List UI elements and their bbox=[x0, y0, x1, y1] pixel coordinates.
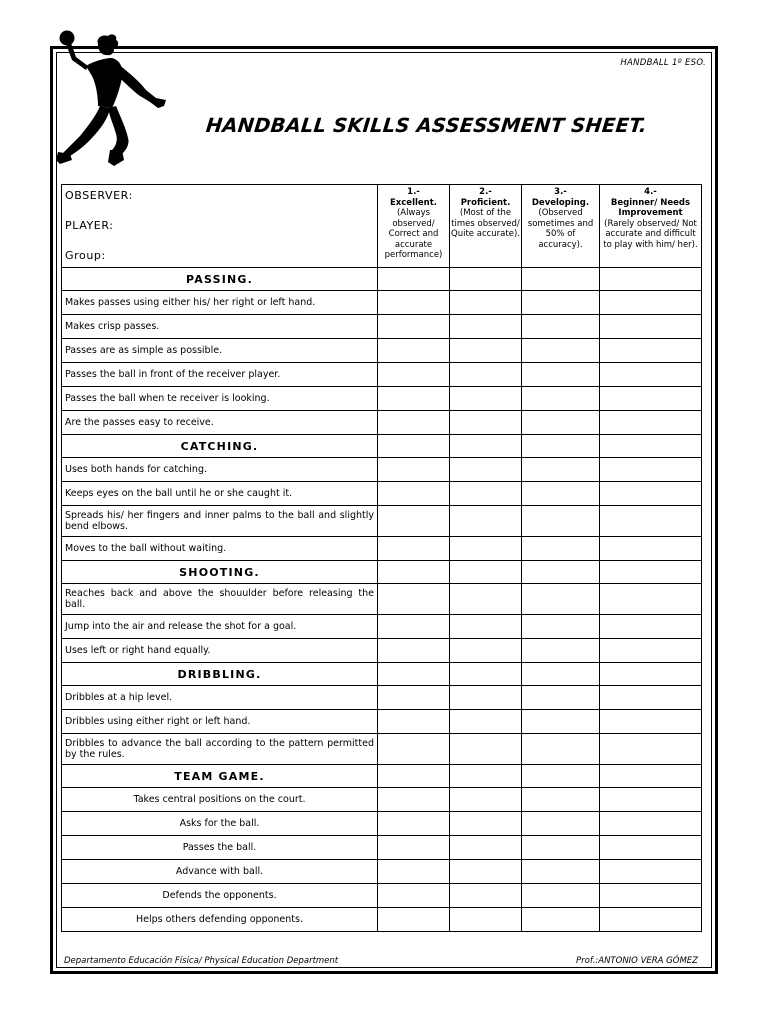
table-row bbox=[62, 411, 702, 435]
score-cell[interactable] bbox=[378, 268, 450, 291]
score-cell[interactable] bbox=[450, 458, 522, 482]
score-cell[interactable] bbox=[600, 435, 702, 458]
table-row bbox=[62, 339, 702, 363]
assessment-table bbox=[61, 184, 702, 932]
column-number: 4.- bbox=[644, 187, 657, 197]
score-cell[interactable] bbox=[522, 506, 600, 537]
score-cell[interactable] bbox=[522, 686, 600, 710]
score-cell[interactable] bbox=[378, 387, 450, 411]
score-cell[interactable] bbox=[522, 268, 600, 291]
score-cell[interactable] bbox=[450, 268, 522, 291]
section-row-passing bbox=[62, 268, 702, 291]
skill-label: Reaches back and above the shouulder before releasing the ball. bbox=[62, 584, 378, 615]
score-cell[interactable] bbox=[450, 860, 522, 884]
score-cell[interactable] bbox=[522, 482, 600, 506]
score-cell[interactable] bbox=[450, 734, 522, 765]
skill-label: Passes the ball in front of the receiver player. bbox=[62, 363, 378, 387]
score-cell[interactable] bbox=[378, 506, 450, 537]
score-cell[interactable] bbox=[600, 615, 702, 639]
score-cell[interactable] bbox=[600, 506, 702, 537]
column-header-beginner bbox=[600, 185, 702, 268]
score-cell[interactable] bbox=[522, 315, 600, 339]
score-cell[interactable] bbox=[378, 710, 450, 734]
table-row bbox=[62, 615, 702, 639]
score-cell[interactable] bbox=[600, 458, 702, 482]
skill-label: Keeps eyes on the ball until he or she caught it. bbox=[62, 482, 378, 506]
column-header-developing bbox=[522, 185, 600, 268]
score-cell[interactable] bbox=[450, 663, 522, 686]
score-cell[interactable] bbox=[450, 561, 522, 584]
skill-label: Asks for the ball. bbox=[62, 812, 378, 836]
score-cell[interactable] bbox=[450, 291, 522, 315]
table-row bbox=[62, 482, 702, 506]
score-cell[interactable] bbox=[450, 765, 522, 788]
table-row bbox=[62, 315, 702, 339]
column-description: (Always observed/ Correct and accurate performance) bbox=[384, 208, 443, 260]
table-row bbox=[62, 908, 702, 932]
score-cell[interactable] bbox=[378, 884, 450, 908]
info-cell[interactable] bbox=[62, 185, 378, 268]
score-cell[interactable] bbox=[378, 663, 450, 686]
skill-label: Dribbles at a hip level. bbox=[62, 686, 378, 710]
score-cell[interactable] bbox=[600, 268, 702, 291]
score-cell[interactable] bbox=[450, 584, 522, 615]
score-cell[interactable] bbox=[600, 812, 702, 836]
score-cell[interactable] bbox=[522, 435, 600, 458]
score-cell[interactable] bbox=[378, 639, 450, 663]
score-cell[interactable] bbox=[522, 734, 600, 765]
skill-label: Defends the opponents. bbox=[62, 884, 378, 908]
section-title: DRIBBLING. bbox=[62, 663, 378, 686]
score-cell[interactable] bbox=[600, 584, 702, 615]
footer-teacher: Prof.:ANTONIO VERA GÓMEZ bbox=[576, 956, 698, 966]
score-cell[interactable] bbox=[600, 482, 702, 506]
skill-label: Passes are as simple as possible. bbox=[62, 339, 378, 363]
score-cell[interactable] bbox=[522, 615, 600, 639]
skill-label: Uses both hands for catching. bbox=[62, 458, 378, 482]
score-cell[interactable] bbox=[600, 884, 702, 908]
score-cell[interactable] bbox=[378, 584, 450, 615]
column-description: (Observed sometimes and 50% of accuracy). bbox=[527, 208, 594, 250]
score-cell[interactable] bbox=[522, 788, 600, 812]
score-cell[interactable] bbox=[378, 686, 450, 710]
table-row bbox=[62, 584, 702, 615]
score-cell[interactable] bbox=[600, 734, 702, 765]
score-cell[interactable] bbox=[378, 561, 450, 584]
table-header-row bbox=[62, 185, 702, 268]
table-row bbox=[62, 884, 702, 908]
section-title: PASSING. bbox=[62, 268, 378, 291]
table-row bbox=[62, 291, 702, 315]
score-cell[interactable] bbox=[600, 765, 702, 788]
score-cell[interactable] bbox=[522, 363, 600, 387]
score-cell[interactable] bbox=[450, 482, 522, 506]
score-cell[interactable] bbox=[522, 860, 600, 884]
score-cell[interactable] bbox=[378, 812, 450, 836]
table-row bbox=[62, 363, 702, 387]
skill-label: Are the passes easy to receive. bbox=[62, 411, 378, 435]
skill-label: Spreads his/ her fingers and inner palms to the ball and slightly bend elbows. bbox=[62, 506, 378, 537]
skill-label: Jump into the air and release the shot for a goal. bbox=[62, 615, 378, 639]
table-row bbox=[62, 639, 702, 663]
score-cell[interactable] bbox=[600, 561, 702, 584]
column-name: Excellent. bbox=[389, 197, 438, 208]
section-title: SHOOTING. bbox=[62, 561, 378, 584]
score-cell[interactable] bbox=[378, 411, 450, 435]
score-cell[interactable] bbox=[600, 291, 702, 315]
score-cell[interactable] bbox=[450, 884, 522, 908]
table-row bbox=[62, 860, 702, 884]
score-cell[interactable] bbox=[600, 387, 702, 411]
column-description: (Most of the times observed/ Quite accurate). bbox=[451, 208, 520, 239]
score-cell[interactable] bbox=[450, 339, 522, 363]
observer-label: OBSERVER: bbox=[65, 189, 133, 202]
score-cell[interactable] bbox=[522, 836, 600, 860]
table-row bbox=[62, 387, 702, 411]
page-title: HANDBALL SKILLS ASSESSMENT SHEET. bbox=[204, 114, 649, 137]
footer-department: Departamento Educación Física/ Physical Education Department bbox=[64, 956, 339, 966]
score-cell[interactable] bbox=[378, 291, 450, 315]
score-cell[interactable] bbox=[378, 908, 450, 932]
score-cell[interactable] bbox=[450, 710, 522, 734]
group-label: Group: bbox=[65, 249, 106, 262]
skill-label: Helps others defending opponents. bbox=[62, 908, 378, 932]
score-cell[interactable] bbox=[450, 411, 522, 435]
table-row bbox=[62, 734, 702, 765]
column-header-excellent bbox=[378, 185, 450, 268]
section-title: TEAM GAME. bbox=[62, 765, 378, 788]
score-cell[interactable] bbox=[450, 812, 522, 836]
score-cell[interactable] bbox=[450, 315, 522, 339]
handball-player-silhouette bbox=[52, 28, 170, 170]
skill-label: Dribbles using either right or left hand. bbox=[62, 710, 378, 734]
skill-label: Advance with ball. bbox=[62, 860, 378, 884]
score-cell[interactable] bbox=[522, 812, 600, 836]
score-cell[interactable] bbox=[600, 710, 702, 734]
column-description: (Rarely observed/ Not accurate and difficult to play with him/ her). bbox=[603, 218, 698, 250]
score-cell[interactable] bbox=[450, 615, 522, 639]
score-cell[interactable] bbox=[522, 537, 600, 561]
skill-label: Makes passes using either his/ her right or left hand. bbox=[62, 291, 378, 315]
skill-label: Dribbles to advance the ball according to the pattern permitted by the rules. bbox=[62, 734, 378, 765]
score-cell[interactable] bbox=[450, 387, 522, 411]
score-cell[interactable] bbox=[378, 363, 450, 387]
section-title: CATCHING. bbox=[62, 435, 378, 458]
section-row-team-game bbox=[62, 765, 702, 788]
skill-label: Moves to the ball without waiting. bbox=[62, 537, 378, 561]
score-cell[interactable] bbox=[522, 765, 600, 788]
score-cell[interactable] bbox=[450, 686, 522, 710]
score-cell[interactable] bbox=[522, 291, 600, 315]
score-cell[interactable] bbox=[522, 710, 600, 734]
score-cell[interactable] bbox=[378, 315, 450, 339]
skill-label: Passes the ball when te receiver is looking. bbox=[62, 387, 378, 411]
score-cell[interactable] bbox=[450, 506, 522, 537]
score-cell[interactable] bbox=[378, 734, 450, 765]
score-cell[interactable] bbox=[450, 639, 522, 663]
column-name: Proficient. bbox=[460, 197, 511, 208]
score-cell[interactable] bbox=[600, 788, 702, 812]
score-cell[interactable] bbox=[522, 411, 600, 435]
skill-label: Passes the ball. bbox=[62, 836, 378, 860]
column-header-proficient bbox=[450, 185, 522, 268]
table-row bbox=[62, 537, 702, 561]
score-cell[interactable] bbox=[522, 639, 600, 663]
score-cell[interactable] bbox=[600, 315, 702, 339]
score-cell[interactable] bbox=[600, 537, 702, 561]
score-cell[interactable] bbox=[378, 765, 450, 788]
table-row bbox=[62, 686, 702, 710]
table-row bbox=[62, 788, 702, 812]
score-cell[interactable] bbox=[600, 860, 702, 884]
score-cell[interactable] bbox=[378, 615, 450, 639]
course-label: HANDBALL 1º ESO. bbox=[620, 58, 706, 68]
score-cell[interactable] bbox=[522, 387, 600, 411]
score-cell[interactable] bbox=[378, 537, 450, 561]
score-cell[interactable] bbox=[522, 561, 600, 584]
score-cell[interactable] bbox=[378, 339, 450, 363]
skill-label: Uses left or right hand equally. bbox=[62, 639, 378, 663]
score-cell[interactable] bbox=[522, 339, 600, 363]
score-cell[interactable] bbox=[522, 908, 600, 932]
column-number: 3.- bbox=[554, 187, 567, 197]
section-row-dribbling bbox=[62, 663, 702, 686]
score-cell[interactable] bbox=[600, 686, 702, 710]
score-cell[interactable] bbox=[522, 884, 600, 908]
score-cell[interactable] bbox=[450, 836, 522, 860]
skill-label: Makes crisp passes. bbox=[62, 315, 378, 339]
score-cell[interactable] bbox=[522, 458, 600, 482]
column-number: 2.- bbox=[479, 187, 492, 197]
score-cell[interactable] bbox=[378, 435, 450, 458]
skill-label: Takes central positions on the court. bbox=[62, 788, 378, 812]
score-cell[interactable] bbox=[522, 584, 600, 615]
table-row bbox=[62, 458, 702, 482]
score-cell[interactable] bbox=[378, 458, 450, 482]
score-cell[interactable] bbox=[450, 788, 522, 812]
section-row-shooting bbox=[62, 561, 702, 584]
score-cell[interactable] bbox=[378, 788, 450, 812]
score-cell[interactable] bbox=[450, 435, 522, 458]
score-cell[interactable] bbox=[378, 482, 450, 506]
table-row bbox=[62, 812, 702, 836]
column-name: Beginner/ Needs Improvement bbox=[610, 197, 691, 218]
table-row bbox=[62, 710, 702, 734]
score-cell[interactable] bbox=[600, 411, 702, 435]
table-row bbox=[62, 506, 702, 537]
score-cell[interactable] bbox=[600, 363, 702, 387]
score-cell[interactable] bbox=[450, 908, 522, 932]
score-cell[interactable] bbox=[600, 663, 702, 686]
section-row-catching bbox=[62, 435, 702, 458]
column-number: 1.- bbox=[407, 187, 420, 197]
score-cell[interactable] bbox=[378, 860, 450, 884]
score-cell[interactable] bbox=[600, 836, 702, 860]
table-row bbox=[62, 836, 702, 860]
score-cell[interactable] bbox=[378, 836, 450, 860]
score-cell[interactable] bbox=[450, 363, 522, 387]
player-label: PLAYER: bbox=[65, 219, 114, 232]
score-cell[interactable] bbox=[600, 639, 702, 663]
score-cell[interactable] bbox=[522, 663, 600, 686]
score-cell[interactable] bbox=[450, 537, 522, 561]
score-cell[interactable] bbox=[600, 339, 702, 363]
column-name: Developing. bbox=[531, 197, 590, 208]
score-cell[interactable] bbox=[600, 908, 702, 932]
